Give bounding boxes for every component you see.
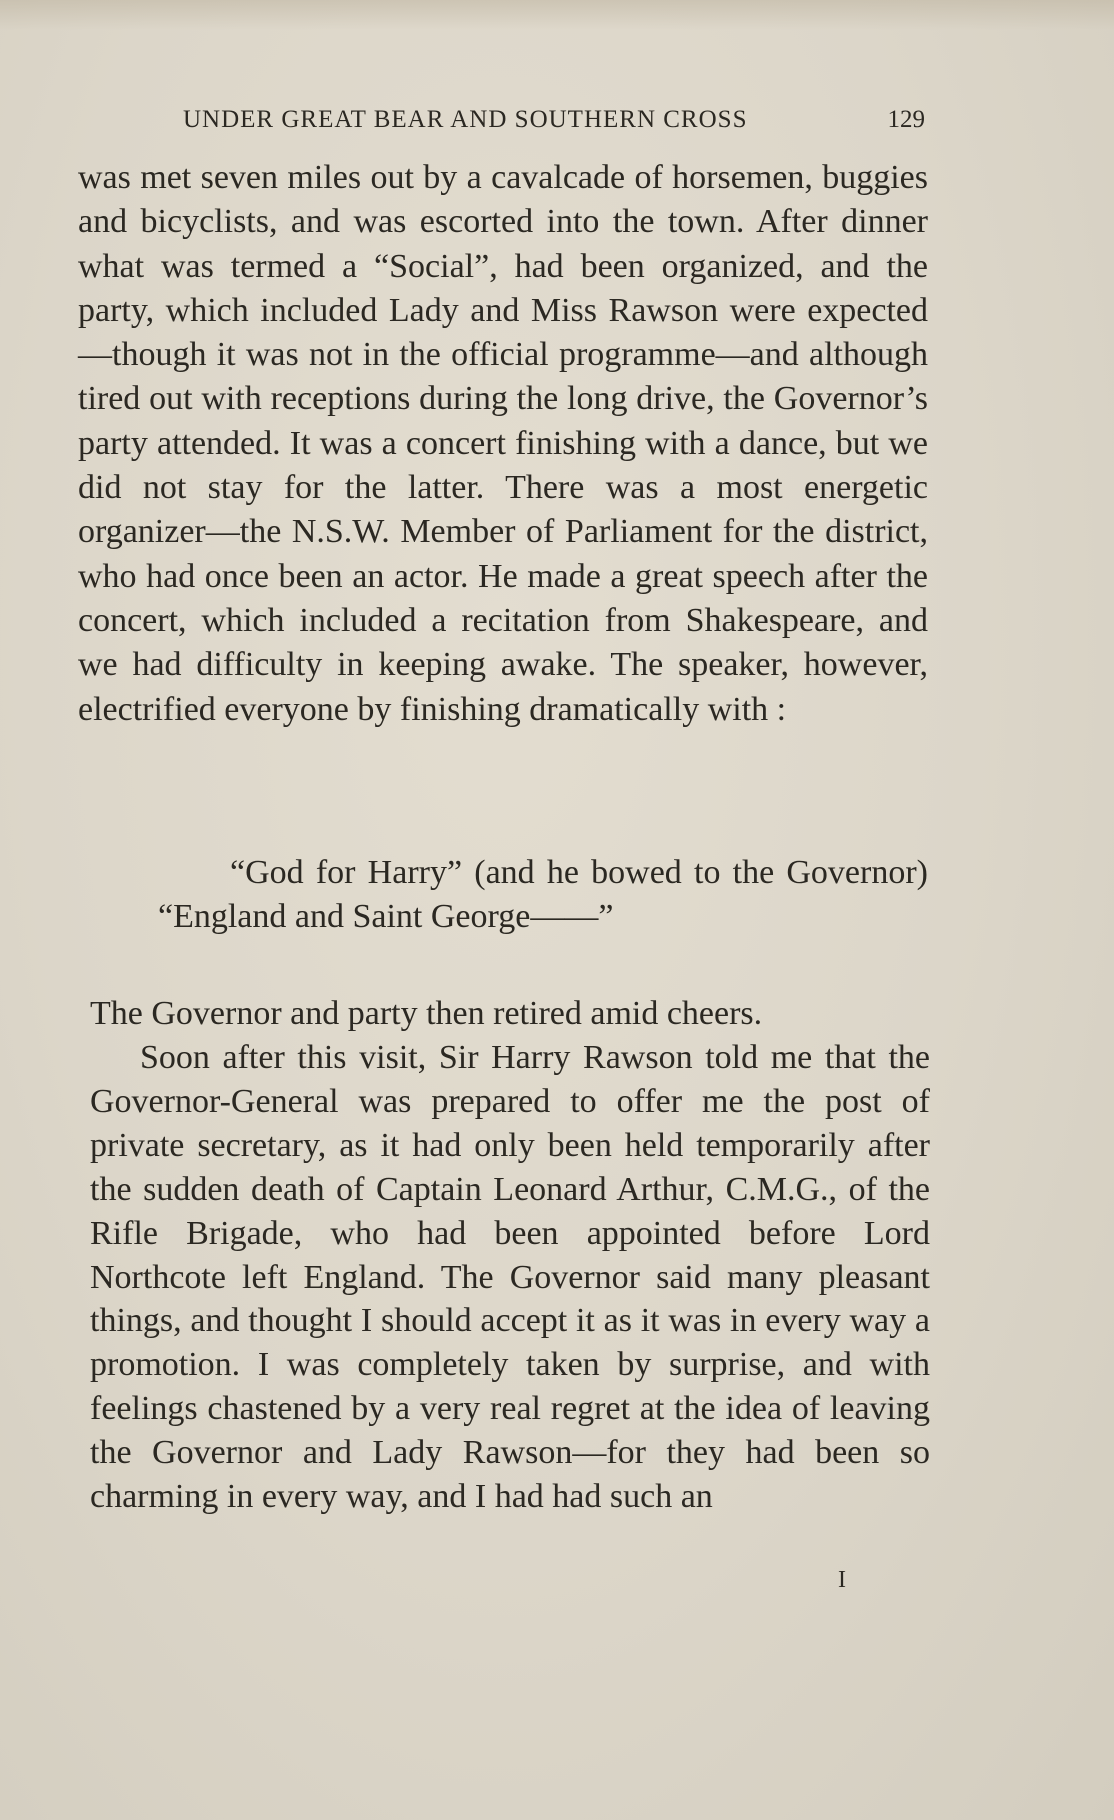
paragraph-closing-line: The Governor and party then retired amid cheers. [90,995,763,1032]
paragraph-continued: was met seven miles out by a cavalcade of horsemen, buggies and bicyclists, and was escorted into the town. After dinner what was termed a “Social”, had been organized, and the party, which included Lady and Miss Rawson were expected—though it was not in the official programme—and although tired out with receptions during the long drive, the Governor’s party attended. It was a concert finishing with a dance, but we did not stay for the latter. There was a most energetic organizer—the N.S.W. Member of Parliament for the district, who had once been an actor. He made a great speech after the concert, which included a recitation from Shakespeare, and we had difficulty in keeping awake. The speaker, however, electrified everyone by finishing dramatically with : [78,159,928,728]
running-head-title: UNDER GREAT BEAR AND SOUTHERN CROSS [183,106,748,133]
block-quote: “God for Harry” (and he bowed to the Governor) “England and Saint George——” [158,854,928,935]
running-head [183,100,925,140]
paragraph-new: Soon after this visit, Sir Harry Rawson told me that the Governor-General was prepared to offer me the post of private secretary, as it had only been held temporarily after the sudden death of Captain Leonard Arthur, C.M.G., of the Rifle Brigade, who had been appointed before Lord Northcote left England. The Governor said many pleasant things, and thought I should accept it as it was in every way a promotion. I was completely taken by surprise, and with feelings chastened by a very real regret at the idea of leaving the Governor and Lady Rawson—for they had been so charming in every way, and I had had such an [90,1039,930,1516]
signature-mark: I [838,1567,846,1593]
page-number: 129 [887,106,925,133]
